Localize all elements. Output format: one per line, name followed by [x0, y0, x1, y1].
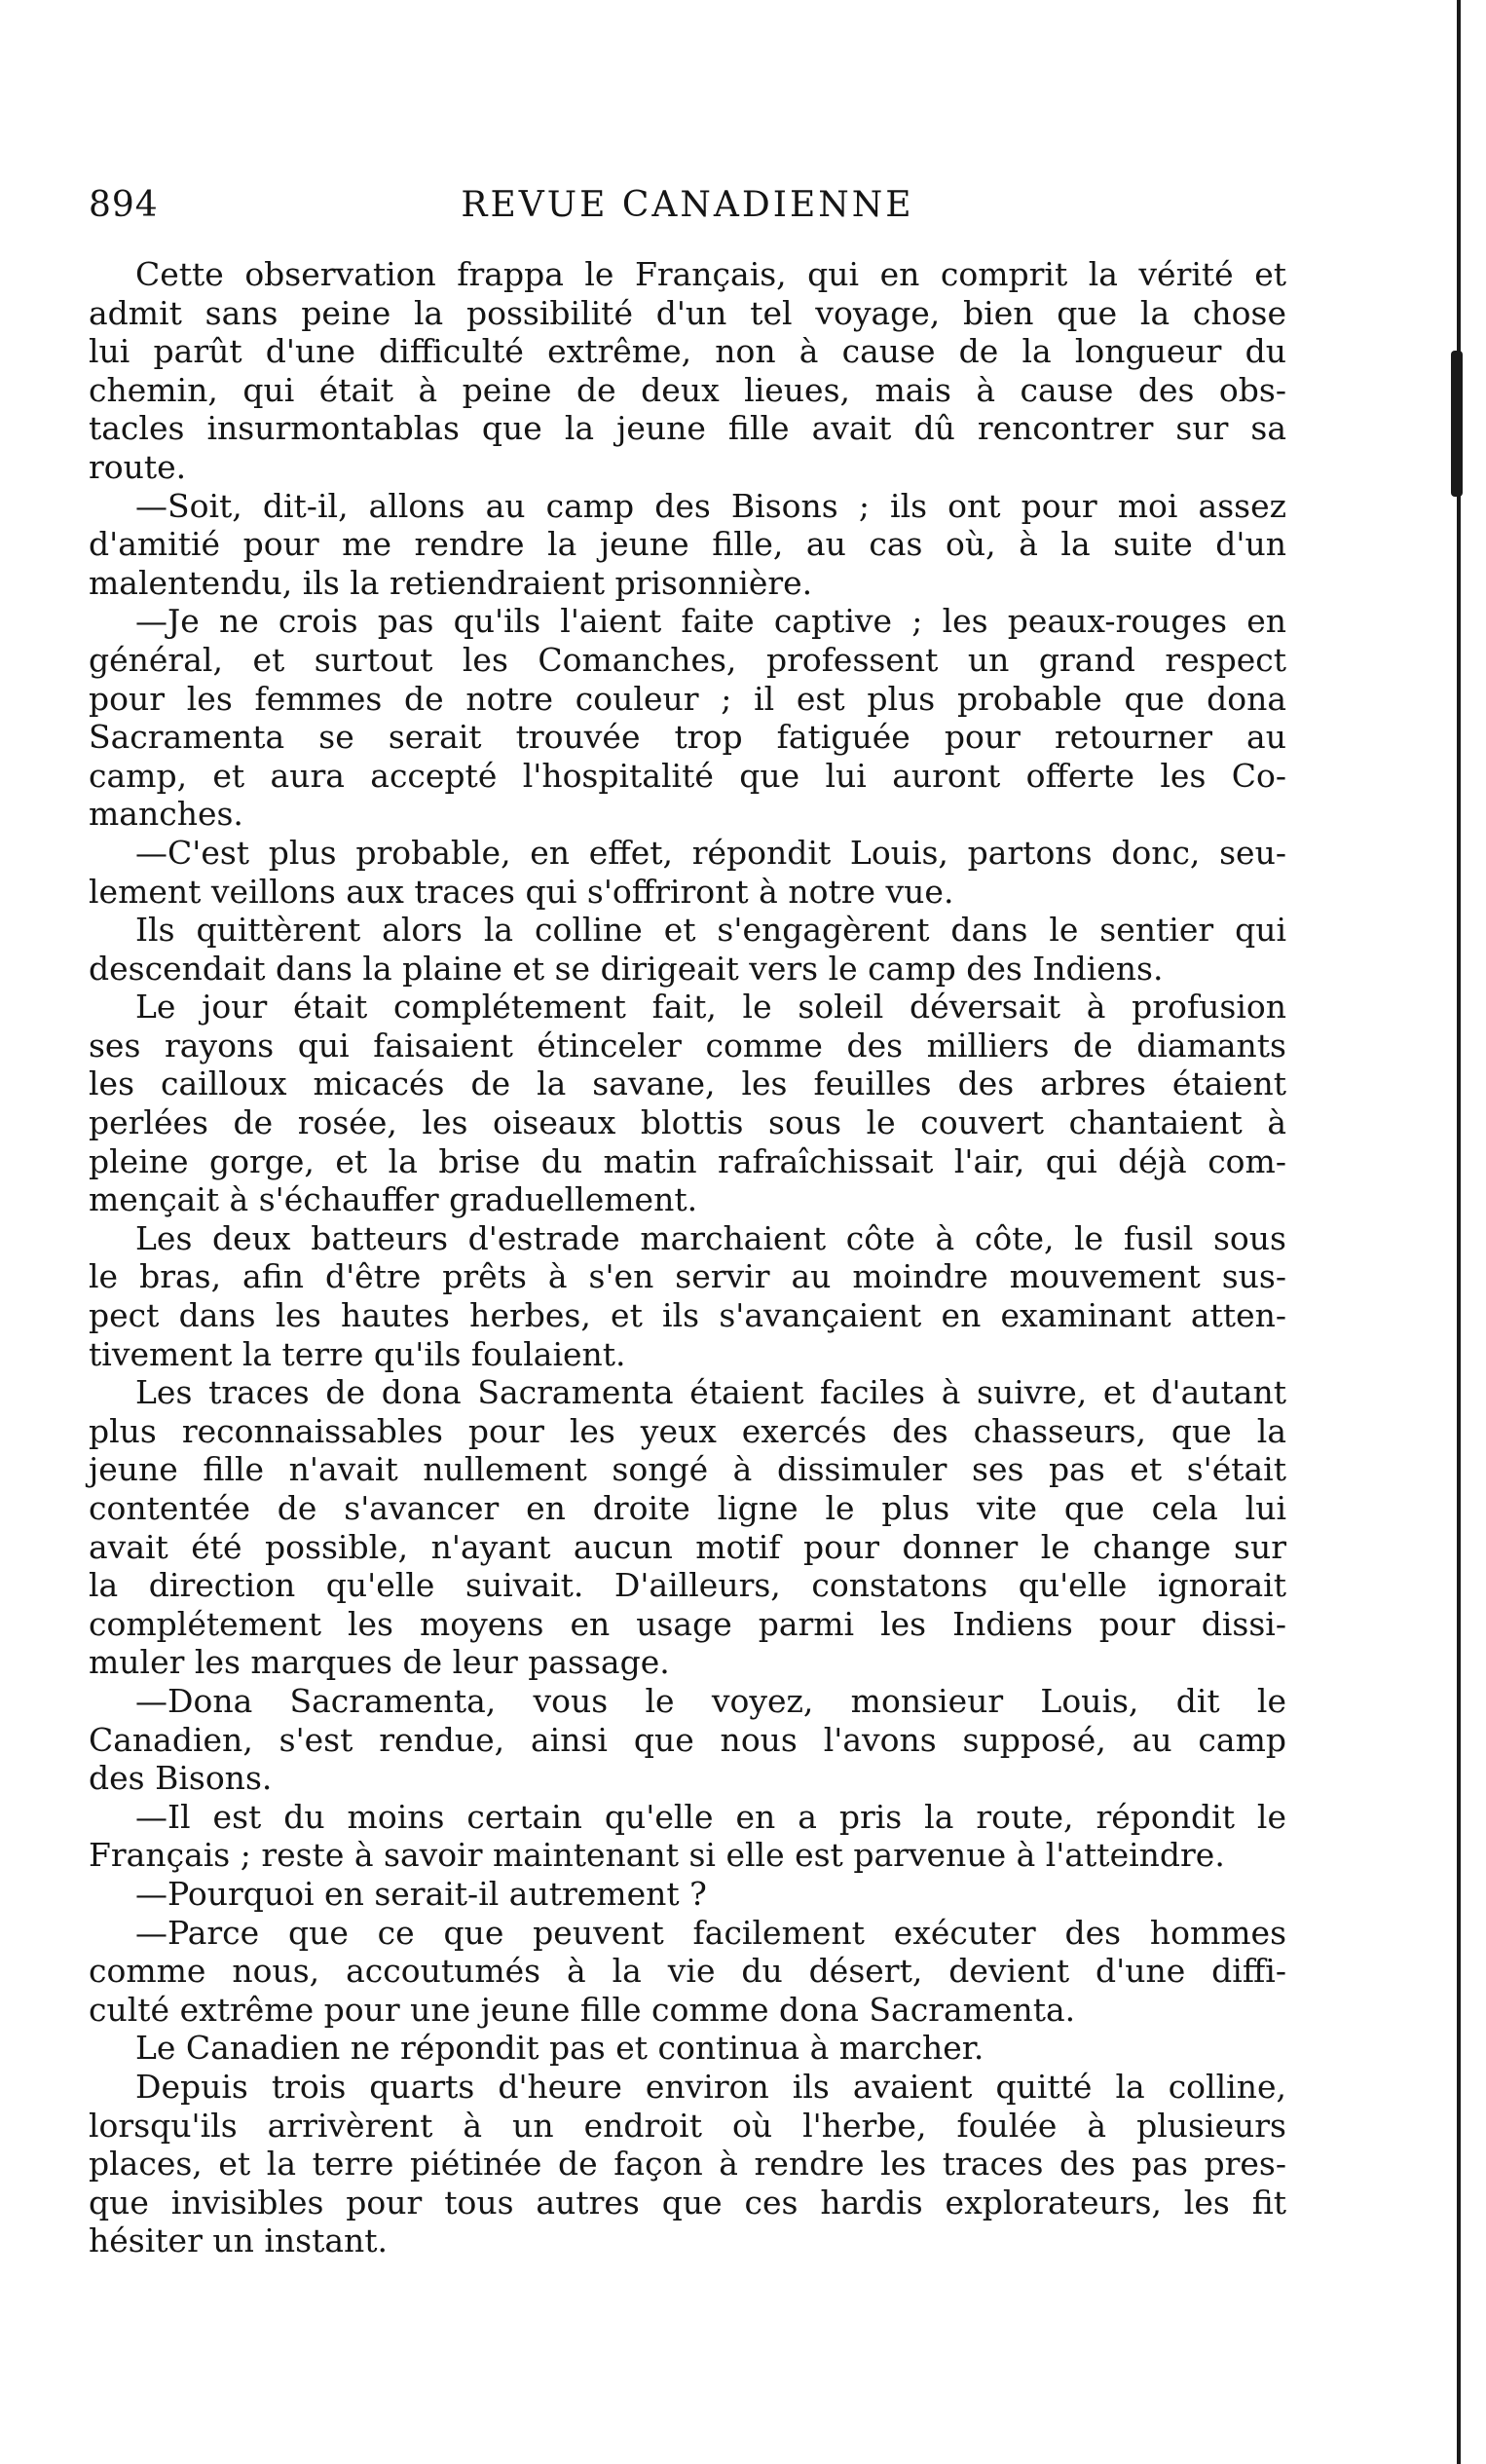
text-line: —Dona Sacramenta, vous le voyez, monsieur Louis, dit le: [135, 1681, 1286, 1720]
text-line: manches.: [89, 795, 243, 834]
text-line: pour les femmes de notre couleur ; il est plus probable que dona: [89, 679, 1286, 718]
text-line: Les traces de dona Sacramenta étaient faciles à suivre, et d'autant: [135, 1373, 1286, 1412]
text-line: —Il est du moins certain qu'elle en a pris la route, répondit le: [135, 1797, 1286, 1836]
text-line: tivement la terre qu'ils foulaient.: [89, 1334, 626, 1373]
running-head: REVUE CANADIENNE: [461, 185, 914, 225]
text-line: pect dans les hautes herbes, et ils s'avançaient en examinant atten-: [89, 1296, 1286, 1335]
text-line: lorsqu'ils arrivèrent à un endroit où l'herbe, foulée à plusieurs: [89, 2106, 1286, 2145]
body-text: [89, 255, 1286, 2260]
ink-blot: [1451, 351, 1463, 497]
text-line: —Parce que ce que peuvent facilement exécuter des hommes: [135, 1913, 1286, 1952]
text-line: lui parût d'une difficulté extrême, non à cause de la longueur du: [89, 332, 1286, 371]
text-line: mençait à s'échauffer graduellement.: [89, 1180, 698, 1219]
text-line: places, et la terre piétinée de façon à rendre les traces des pas pres-: [89, 2145, 1286, 2184]
text-line: camp, et aura accepté l'hospitalité que lui auront offerte les Co-: [89, 756, 1286, 795]
text-line: Les deux batteurs d'estrade marchaient côte à côte, le fusil sous: [135, 1218, 1286, 1257]
text-line: muler les marques de leur passage.: [89, 1643, 670, 1682]
text-line: route.: [89, 447, 187, 486]
text-line: que invisibles pour tous autres que ces hardis explorateurs, les fit: [89, 2183, 1286, 2221]
text-line: avait été possible, n'ayant aucun motif pour donner le change sur: [89, 1527, 1286, 1566]
text-line: perlées de rosée, les oiseaux blottis sous le couvert chantaient à: [89, 1103, 1286, 1142]
text-line: plus reconnaissables pour les yeux exercés des chasseurs, que la: [89, 1411, 1286, 1450]
text-line: complétement les moyens en usage parmi les Indiens pour dissi-: [89, 1604, 1286, 1643]
text-line: comme nous, accoutumés à la vie du désert, devient d'une diffi-: [89, 1952, 1286, 1991]
text-line: tacles insurmontablas que la jeune fille avait dû rencontrer sur sa: [89, 409, 1286, 448]
text-line: —C'est plus probable, en effet, répondit Louis, partons donc, seu-: [135, 833, 1286, 872]
text-line: Depuis trois quarts d'heure environ ils avaient quitté la colline,: [135, 2067, 1286, 2106]
text-line: hésiter un instant.: [89, 2221, 389, 2260]
page-number: 894: [89, 185, 159, 225]
text-line: ses rayons qui faisaient étinceler comme des milliers de diamants: [89, 1026, 1286, 1064]
text-line: Le Canadien ne répondit pas et continua à marcher.: [135, 2029, 984, 2068]
text-line: Sacramenta se serait trouvée trop fatiguée pour retourner au: [89, 718, 1286, 757]
text-line: Ils quittèrent alors la colline et s'engagèrent dans le sentier qui: [135, 911, 1286, 950]
text-line: des Bisons.: [89, 1759, 273, 1798]
text-line: descendait dans la plaine et se dirigeait vers le camp des Indiens.: [89, 949, 1164, 988]
text-line: d'amitié pour me rendre la jeune fille, au cas où, à la suite d'un: [89, 525, 1286, 564]
text-line: chemin, qui était à peine de deux lieues, mais à cause des obs-: [89, 370, 1286, 409]
text-line: général, et surtout les Comanches, professent un grand respect: [89, 640, 1286, 679]
text-line: le bras, afin d'être prêts à s'en servir au moindre mouvement sus-: [89, 1257, 1286, 1296]
text-line: Le jour était complétement fait, le soleil déversait à profusion: [135, 988, 1286, 1027]
text-line: admit sans peine la possibilité d'un tel voyage, bien que la chose: [89, 293, 1286, 332]
text-line: Cette observation frappa le Français, qui en comprit la vérité et: [135, 255, 1286, 293]
text-line: jeune fille n'avait nullement songé à dissimuler ses pas et s'était: [89, 1450, 1286, 1489]
text-line: les cailloux micacés de la savane, les feuilles des arbres étaient: [89, 1064, 1286, 1103]
text-line: la direction qu'elle suivait. D'ailleurs, constatons qu'elle ignorait: [89, 1566, 1286, 1605]
text-line: contentée de s'avancer en droite ligne le plus vite que cela lui: [89, 1489, 1286, 1527]
text-line: —Soit, dit-il, allons au camp des Bisons ; ils ont pour moi assez: [135, 486, 1286, 525]
text-line: —Je ne crois pas qu'ils l'aient faite captive ; les peaux-rouges en: [135, 602, 1286, 641]
page-header: [89, 185, 1286, 234]
text-line: —Pourquoi en serait-il autrement ?: [135, 1874, 707, 1913]
text-line: Français ; reste à savoir maintenant si elle est parvenue à l'atteindre.: [89, 1836, 1225, 1875]
text-line: Canadien, s'est rendue, ainsi que nous l'avons supposé, au camp: [89, 1720, 1286, 1759]
text-line: lement veillons aux traces qui s'offriront à notre vue.: [89, 872, 954, 911]
text-line: malentendu, ils la retiendraient prisonnière.: [89, 563, 813, 602]
text-line: culté extrême pour une jeune fille comme dona Sacramenta.: [89, 1990, 1076, 2029]
text-line: pleine gorge, et la brise du matin rafraîchissait l'air, qui déjà com-: [89, 1141, 1286, 1180]
